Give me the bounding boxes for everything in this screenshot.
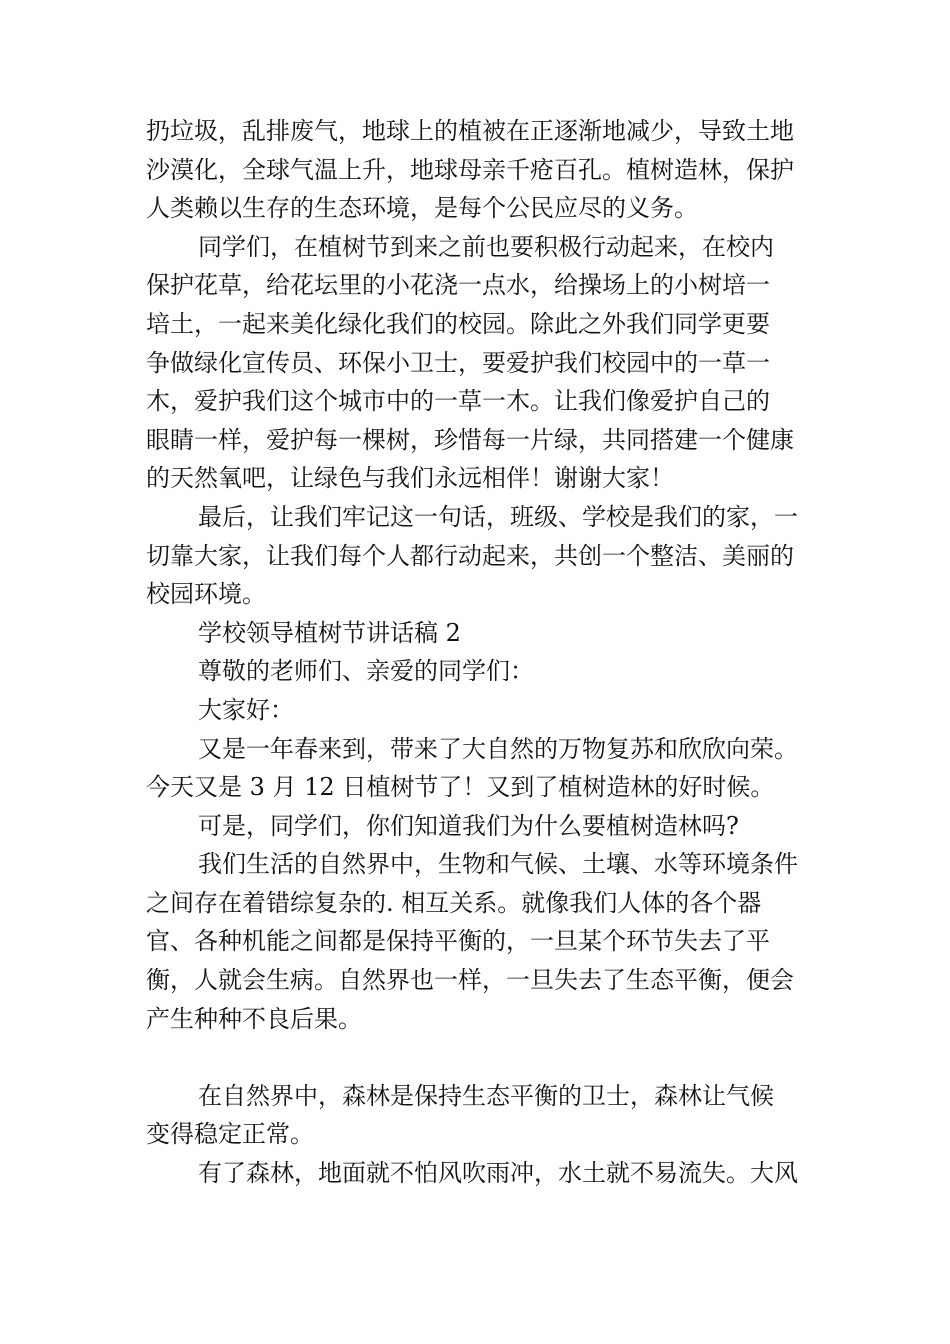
text-line: 变得稳定正常。	[146, 1120, 314, 1149]
text-line: 尊敬的老师们、亲爱的同学们：	[198, 657, 534, 686]
text-line: 又是一年春来到，带来了大自然的万物复苏和欣欣向荣。	[198, 734, 798, 763]
text-line: 人类赖以生存的生态环境，是每个公民应尽的义务。	[146, 194, 698, 223]
text-line: 可是，同学们，你们知道我们为什么要植树造林吗?	[198, 811, 739, 840]
text-line: 学校领导植树节讲话稿 2	[198, 618, 461, 647]
text-line: 有了森林，地面就不怕风吹雨冲，水土就不易流失。大风	[198, 1159, 798, 1188]
blank-line	[146, 1038, 810, 1077]
text-line: 最后，让我们牢记这一句话，班级、学校是我们的家，一	[198, 502, 798, 531]
text-line: 衡，人就会生病。自然界也一样，一旦失去了生态平衡，便会	[146, 966, 794, 995]
text-line: 大家好：	[198, 695, 294, 724]
text-line: 保护花草，给花坛里的小花浇一点水，给操场上的小树培一	[146, 271, 770, 300]
text-line: 眼睛一样，爱护每一棵树，珍惜每一片绿，共同搭建一个健康	[146, 425, 794, 454]
text-line: 培土，一起来美化绿化我们的校园。除此之外我们同学更要	[146, 309, 770, 338]
text-line: 官、各种机能之间都是保持平衡的，一旦某个环节失去了平	[146, 927, 770, 956]
text-line: 沙漠化，全球气温上升，地球母亲千疮百孔。植树造林，保护	[146, 155, 794, 184]
text-line: 争做绿化宣传员、环保小卫士，要爱护我们校园中的一草一	[146, 348, 770, 377]
document-body	[146, 112, 810, 1193]
text-line: 的天然氧吧，让绿色与我们永远相伴！谢谢大家！	[146, 464, 674, 493]
text-line: 同学们，在植树节到来之前也要积极行动起来，在校内	[198, 232, 774, 261]
text-line: 我们生活的自然界中，生物和气候、土壤、水等环境条件	[198, 850, 798, 879]
text-line: 今天又是 3 月 12 日植树节了！又到了植树造林的好时候。	[146, 773, 775, 802]
text-line: 在自然界中，森林是保持生态平衡的卫士，森林让气候	[198, 1081, 774, 1110]
text-line: 产生种种不良后果。	[146, 1004, 362, 1033]
text-line: 木，爱护我们这个城市中的一草一木。让我们像爱护自己的	[146, 387, 770, 416]
text-line: 校园环境。	[146, 580, 266, 609]
text-line: 之间存在着错综复杂的. 相互关系。就像我们人体的各个器	[146, 888, 762, 917]
text-line: 切靠大家，让我们每个人都行动起来，共创一个整洁、美丽的	[146, 541, 794, 570]
text-line: 扔垃圾，乱排废气，地球上的植被在正逐渐地减少，导致土地	[146, 117, 794, 145]
